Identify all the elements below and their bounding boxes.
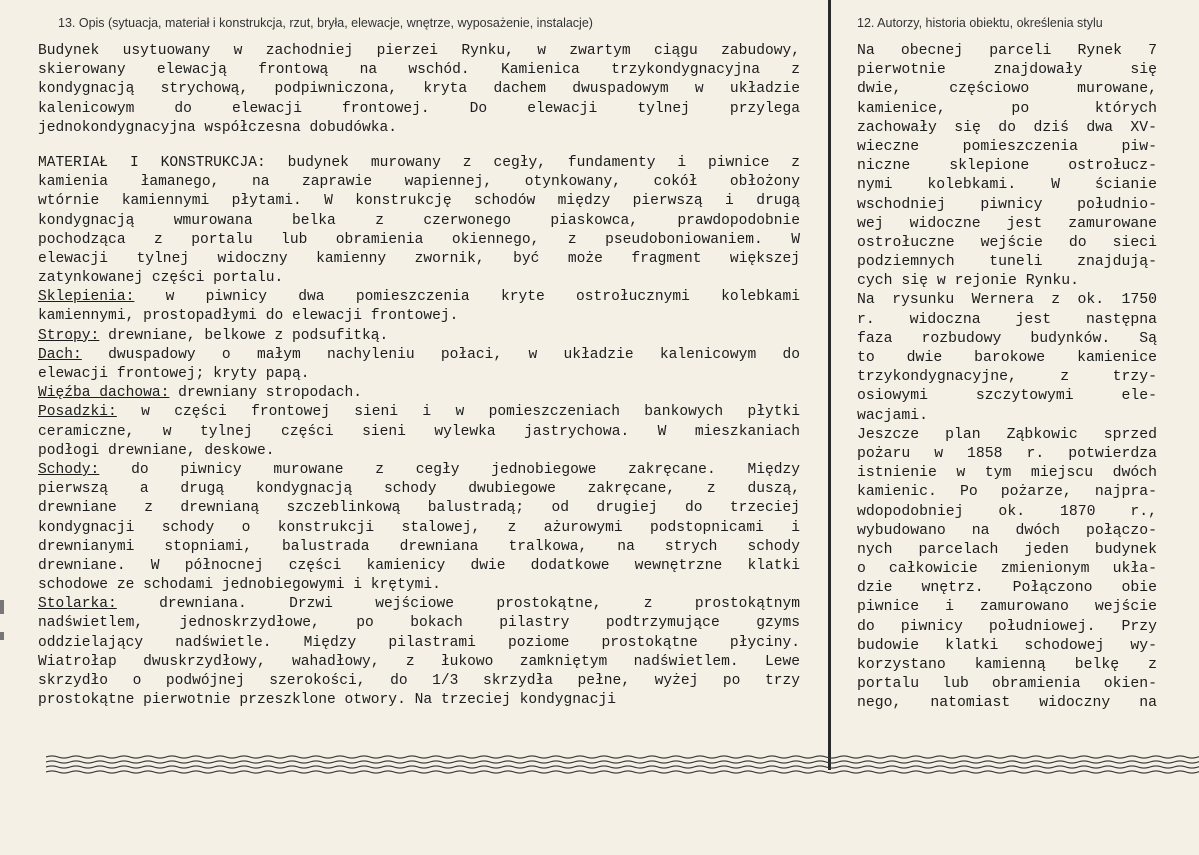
text-line <box>38 231 800 250</box>
line-text: elewacji frontowej; kryty papą. <box>38 366 310 382</box>
line-text: cych się w rejonie Rynku. <box>857 273 1079 290</box>
text-line <box>857 138 1157 157</box>
history-body <box>857 42 1157 714</box>
line-text: wschodniej piwnicy południo- <box>857 196 1157 213</box>
text-line <box>38 653 800 672</box>
paragraph <box>38 154 800 710</box>
text-line <box>857 157 1157 176</box>
text-line <box>857 503 1157 522</box>
line-text: osiowymi szczytowymi ele- <box>857 388 1157 405</box>
line-text: zachowały się do dziś dwa XV- <box>857 119 1157 136</box>
line-text: drewnianymi stopniami, balustrada drewniana tralkowa, na strych schody <box>38 538 800 555</box>
text-line <box>38 480 800 499</box>
text-line <box>38 442 800 461</box>
line-text: to dwie barokowe kamienice <box>857 350 1157 366</box>
line-text: kamienice, po których <box>857 100 1157 117</box>
section-label: Sklepienia: <box>38 289 135 306</box>
text-line <box>857 100 1157 119</box>
form-border-wave-decoration <box>46 752 1199 778</box>
line-text: prostokątne pierwotnie przeszklone otwory. Na trzeciej kondygnacji <box>38 692 617 709</box>
line-text: kamiennymi, prostopadłymi do elewacji frontowej. <box>38 308 459 325</box>
line-text: drewniane, belkowe z podsufitką. <box>99 327 389 344</box>
line-text: dwie, częściowo murowane, <box>857 81 1157 98</box>
wave-line <box>46 771 1199 773</box>
line-text: elewacji tylnej widoczny kamienny zwornik, być może fragment większej <box>38 250 800 267</box>
text-line <box>857 176 1157 195</box>
line-text: o całkowicie zmienionym ukła- <box>857 561 1157 578</box>
text-line <box>38 250 800 269</box>
text-line <box>857 637 1157 656</box>
text-line <box>38 192 800 211</box>
wave-line <box>46 761 1199 763</box>
text-line <box>38 346 800 365</box>
text-line <box>38 461 800 480</box>
paragraph <box>38 42 800 138</box>
section-label: Posadzki: <box>38 404 117 421</box>
line-text: Wiatrołap dwuskrzydłowy, wahadłowy, z łukowo zamkniętym nadświetlem. Lewe <box>38 653 800 670</box>
text-line <box>38 365 800 384</box>
history-column <box>857 14 1157 714</box>
line-text: wieczne pomieszczenia piw- <box>857 138 1157 155</box>
text-line <box>857 522 1157 541</box>
text-line <box>857 675 1157 694</box>
text-line <box>857 119 1157 138</box>
text-line <box>38 384 800 403</box>
line-text: jednokondygnacyjna współczesna dobudówka. <box>38 119 398 136</box>
line-text: skrzydło o podwójnej szerokości, do 1/3 skrzydła pełne, wyżej po trzy <box>38 673 800 689</box>
text-line <box>857 694 1157 713</box>
line-text: w części frontowej sieni i w pomieszczeniach bankowych płytki <box>116 404 800 421</box>
line-text: trzykondygnacyjne, z trzy- <box>857 369 1157 386</box>
line-text: Na rysunku Wernera z ok. 1750 <box>857 292 1157 309</box>
line-text: skierowany elewacją frontową na wschód. Kamienica trzykondygnacyjna z <box>38 62 800 79</box>
line-text: piwnice i zamurowano wejście <box>857 599 1157 616</box>
text-line <box>38 327 800 346</box>
line-text: kalenicowym do elewacji frontowej. Do elewacji tylnej przylega <box>38 100 800 117</box>
text-line <box>857 598 1157 617</box>
text-line <box>857 349 1157 368</box>
text-line <box>857 579 1157 598</box>
line-text: kamienic. Po pożarze, najpra- <box>857 484 1157 501</box>
line-text: nadświetlem, jednoskrzydłowe, po bokach pilastry podtrzymujące gzyms <box>38 615 800 632</box>
line-text: Jeszcze plan Ząbkowic sprzed <box>857 426 1157 443</box>
section-label: Schody: <box>38 461 100 478</box>
line-text: Budynek usytuowany w zachodniej pierzei Rynku, w zwartym ciągu zabudowy, <box>38 43 800 59</box>
text-line <box>38 634 800 653</box>
text-line <box>857 541 1157 560</box>
line-text: wej widoczne jest zamurowane <box>857 215 1157 232</box>
wave-line <box>46 766 1199 768</box>
section-label: Dach: <box>38 346 82 363</box>
section-label: Stropy: <box>38 327 100 344</box>
line-text: w piwnicy dwa pomieszczenia kryte ostrołucznymi kolebkami <box>134 289 800 306</box>
text-line <box>38 61 800 80</box>
text-line <box>857 618 1157 637</box>
text-line <box>857 253 1157 272</box>
line-text: do piwnicy murowane z cegły jednobiegowe zakręcane. Między <box>99 461 800 478</box>
line-text: r. widoczna jest następna <box>857 311 1157 328</box>
text-line <box>857 445 1157 464</box>
text-line <box>38 672 800 691</box>
line-text: pierwszą a drugą kondygnacją schody dwubiegowe zakręcane, z duszą, <box>38 481 800 498</box>
line-text: ostrołuczne wejście do sieci <box>857 234 1157 251</box>
text-line <box>38 423 800 442</box>
line-text: kondygnacją wmurowana belka z czerwonego piaskowca, prawdopodobnie <box>38 212 800 229</box>
text-line <box>38 307 800 326</box>
line-text: portalu lub obramienia okien- <box>857 676 1157 693</box>
line-text: drewniany stropodach. <box>169 385 363 402</box>
line-text: oddzielający nadświetle. Między pilastrami poziome prostokątne płyciny. <box>38 634 800 651</box>
description-body <box>38 42 800 710</box>
line-text: MATERIAŁ I KONSTRUKCJA: budynek murowany z cegły, fundamenty i piwnice z <box>38 154 800 171</box>
text-line <box>857 464 1157 483</box>
text-line <box>857 387 1157 406</box>
section-label: Więźba dachowa: <box>38 385 170 402</box>
text-line <box>857 272 1157 291</box>
line-text: korzystano kamienną belkę z <box>857 657 1157 673</box>
line-text: kondygnacją strychową, podpiwniczona, kryta dachem dwuspadowym w układzie <box>38 81 800 98</box>
section-12-header: 12. Autorzy, historia obiektu, określenia stylu <box>857 16 1103 30</box>
line-text: budowie klatki schodowej wy- <box>857 637 1157 654</box>
text-line <box>857 42 1157 61</box>
line-text: drewniana. Drzwi wejściowe prostokątne, z prostokątnym <box>116 596 800 613</box>
section-label: Stolarka: <box>38 596 117 613</box>
scan-edge-mark <box>0 632 4 640</box>
line-text: dwuspadowy o małym nachyleniu połaci, w układzie kalenicowym do <box>81 346 800 363</box>
wave-line <box>46 756 1199 758</box>
text-line <box>38 403 800 422</box>
text-line <box>38 269 800 288</box>
text-line <box>38 595 800 614</box>
text-line <box>857 291 1157 310</box>
text-line <box>857 483 1157 502</box>
text-line <box>38 119 800 138</box>
line-text: faza rozbudowy budynków. Są <box>857 330 1157 347</box>
line-text: do piwnicy południowej. Przy <box>857 618 1157 635</box>
line-text: kondygnacji schody o konstrukcji stalowej, z ażurowymi podstopnicami i <box>38 519 800 536</box>
line-text: drewniane. W północnej części kamienicy dwie dodatkowe wewnętrzne klatki <box>38 557 800 574</box>
line-text: podłogi drewniane, deskowe. <box>38 442 275 459</box>
text-line <box>38 80 800 99</box>
text-line <box>857 215 1157 234</box>
section-13-header: 13. Opis (sytuacja, materiał i konstrukcja, rzut, bryła, elewacje, wnętrze, wyposażenie, instalacje) <box>58 16 593 30</box>
line-text: dzie wnętrz. Połączono obie <box>857 580 1157 597</box>
line-text: pochodząca z portalu lub obramienia okiennego, z pseudoboniowaniem. W <box>38 231 800 248</box>
line-text: wtórnie kamiennymi płytami. W konstrukcję schodów między pierwszą i drugą <box>38 193 800 210</box>
text-line <box>38 154 800 173</box>
text-line <box>857 560 1157 579</box>
text-line <box>38 288 800 307</box>
line-text: nych parcelach jeden budynek <box>857 541 1157 558</box>
text-line <box>857 426 1157 445</box>
text-line <box>857 234 1157 253</box>
text-line <box>38 557 800 576</box>
text-line <box>857 407 1157 426</box>
text-line <box>857 656 1157 675</box>
scan-edge-mark <box>0 600 4 614</box>
line-text: podziemnych tuneli znajdują- <box>857 254 1157 271</box>
text-line <box>38 576 800 595</box>
line-text: Na obecnej parceli Rynek 7 <box>857 43 1157 59</box>
line-text: istnienie w tym miejscu dwóch <box>857 465 1157 482</box>
line-text: niczne sklepione ostrołucz- <box>857 158 1157 175</box>
line-text: zatynkowanej części portalu. <box>38 270 284 287</box>
line-text: ceramiczne, w tylnej części sieni wylewka jastrychowa. W mieszkaniach <box>38 423 800 440</box>
line-text: nymi kolebkami. W ścianie <box>857 177 1157 194</box>
text-line <box>38 212 800 231</box>
text-line <box>38 614 800 633</box>
text-line <box>38 519 800 538</box>
line-text: wybudowano na dwóch połączo- <box>857 522 1157 539</box>
line-text: pożaru w 1858 r. potwierdza <box>857 445 1157 462</box>
line-text: schodowe ze schodami jednobiegowymi i krętymi. <box>38 577 441 594</box>
text-line <box>857 80 1157 99</box>
text-line <box>857 61 1157 80</box>
description-column <box>38 14 800 726</box>
column-divider <box>828 0 831 770</box>
text-line <box>38 42 800 61</box>
text-line <box>38 100 800 119</box>
line-text: nego, natomiast widoczny na <box>857 695 1157 712</box>
text-line <box>38 538 800 557</box>
line-text: pierwotnie znajdowały się <box>857 62 1157 79</box>
text-line <box>857 368 1157 387</box>
text-line <box>857 196 1157 215</box>
line-text: kamienia łamanego, na zaprawie wapiennej, otynkowany, cokół obłożony <box>38 174 800 191</box>
text-line <box>857 330 1157 349</box>
text-line <box>38 691 800 710</box>
text-line <box>38 173 800 192</box>
line-text: drewniane z drewnianą szczeblinkową balustradą; od drugiej do trzeciej <box>38 500 800 517</box>
line-text: wdopodobniej ok. 1870 r., <box>857 503 1157 520</box>
text-line <box>38 499 800 518</box>
line-text: wacjami. <box>857 407 929 424</box>
text-line <box>857 311 1157 330</box>
